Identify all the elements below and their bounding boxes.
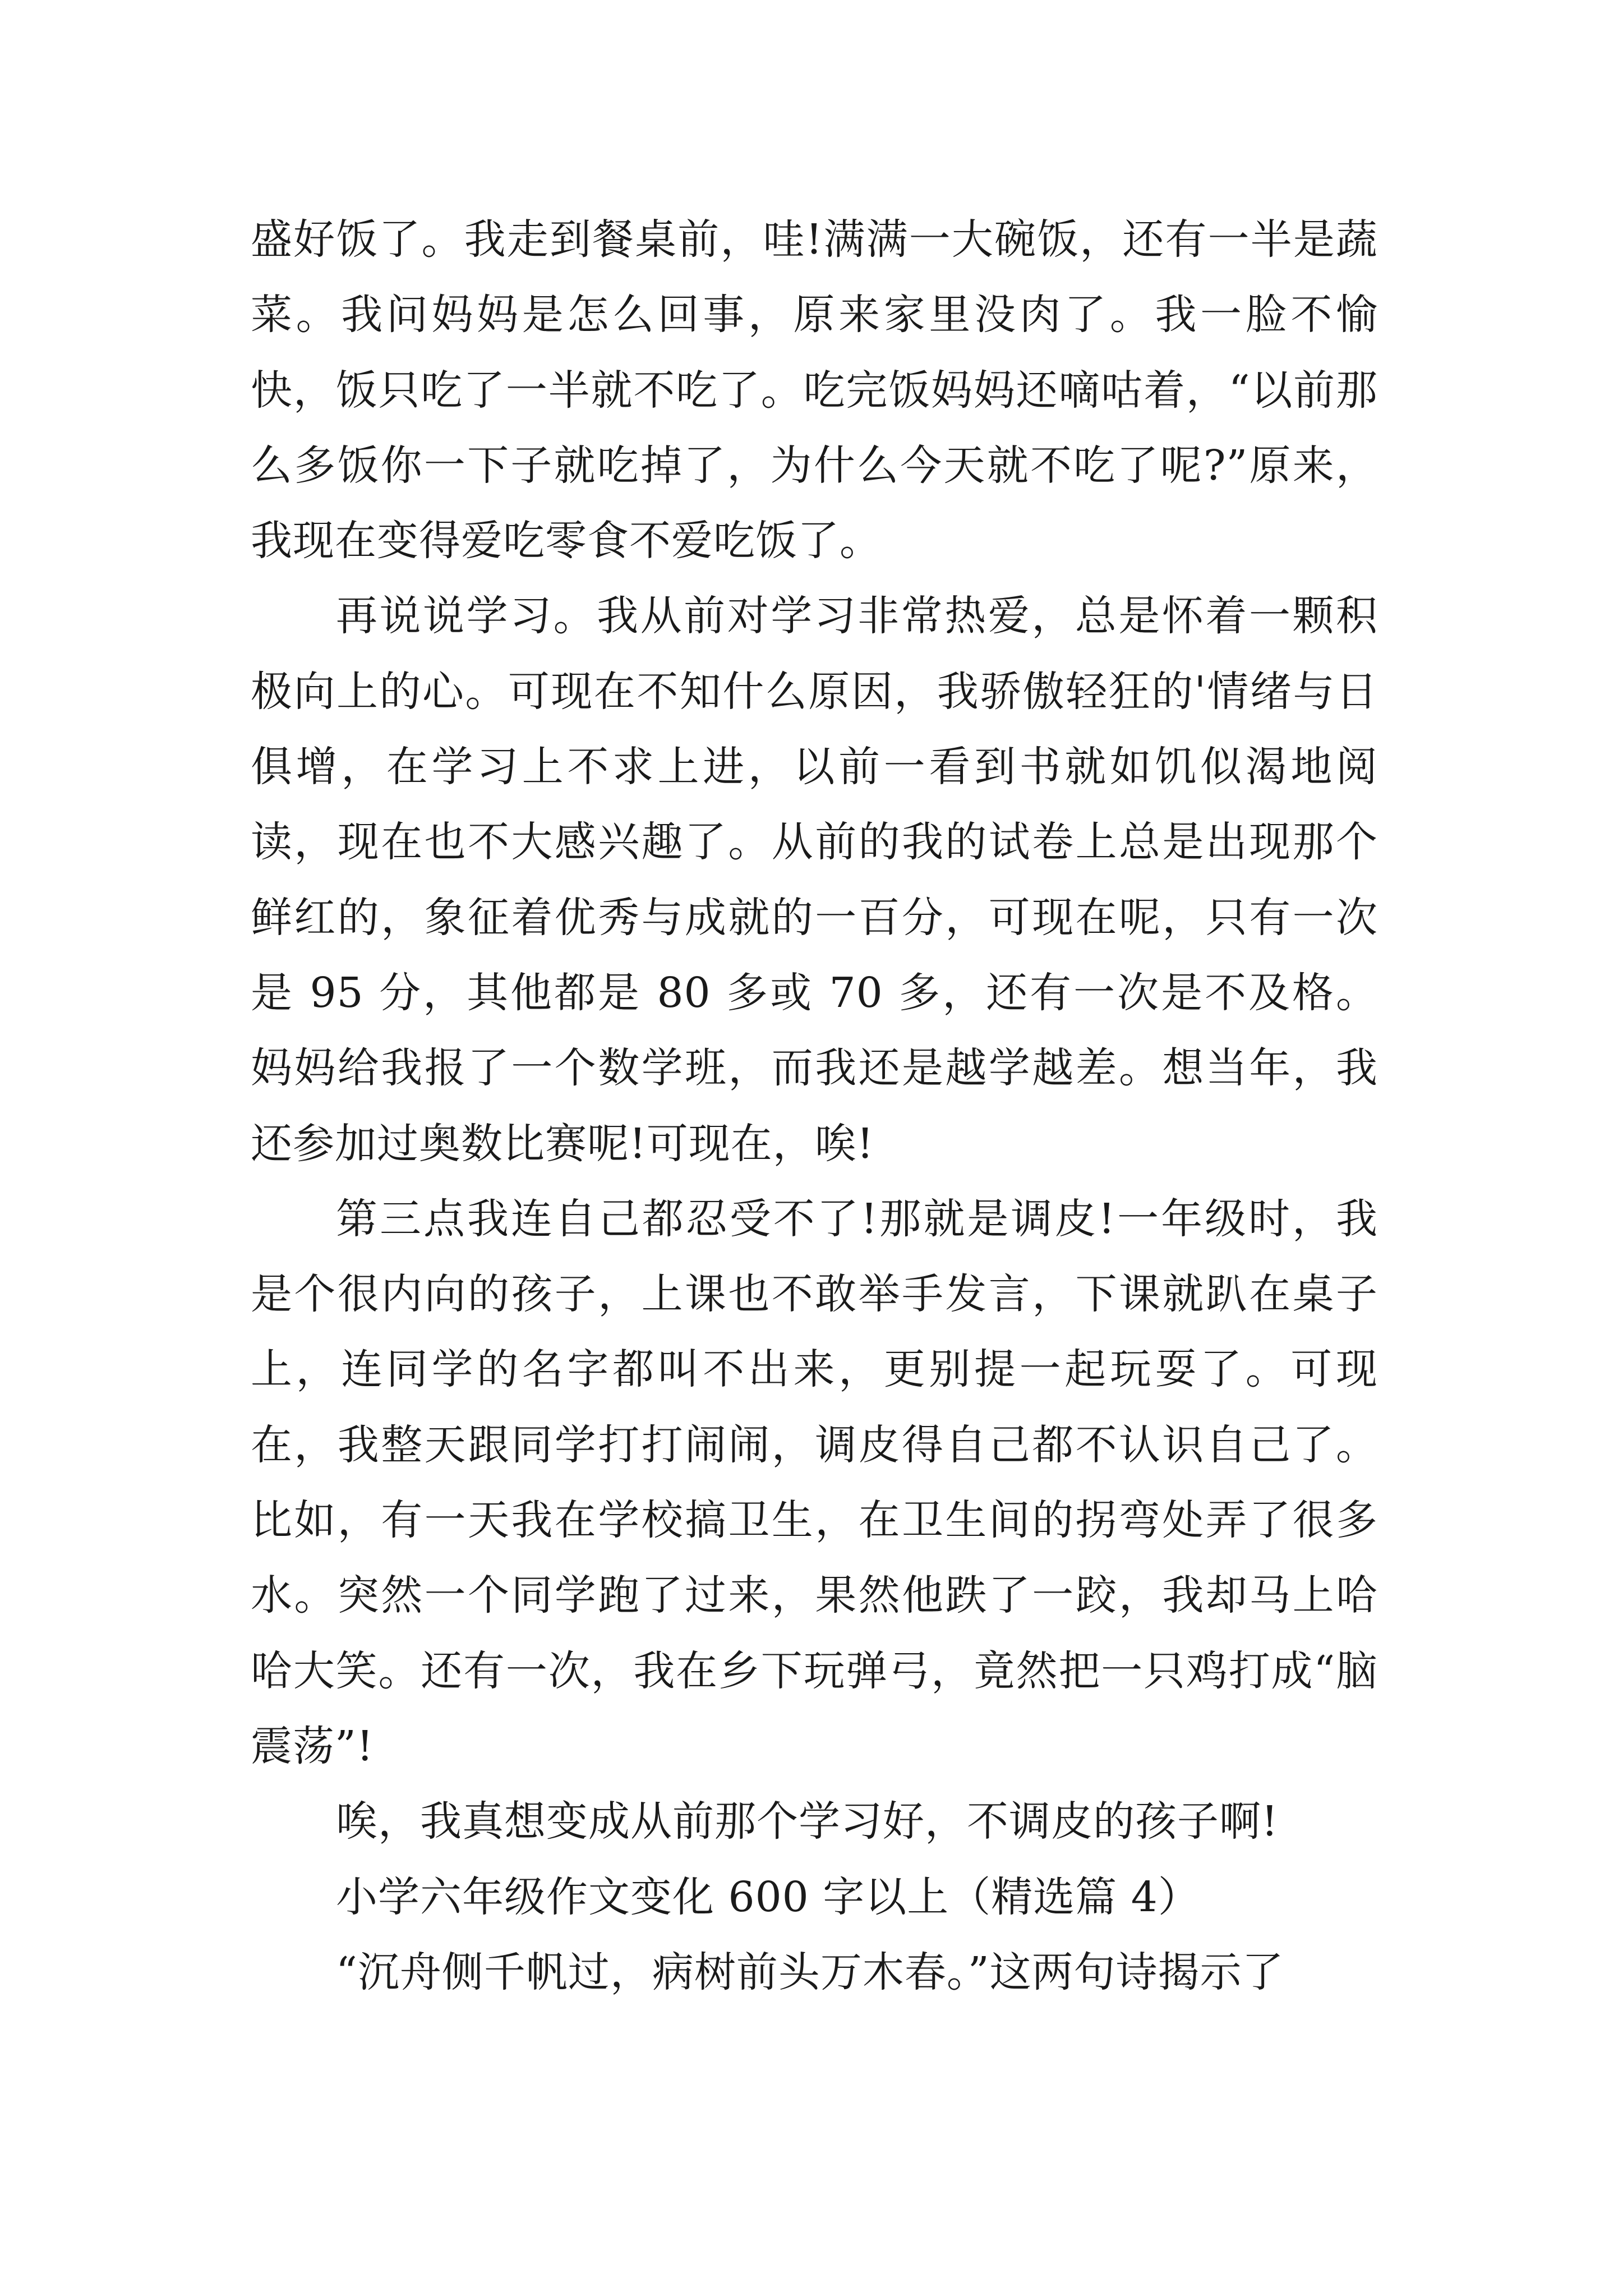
paragraph-3: 第三点我连自己都忍受不了!那就是调皮!一年级时，我是个很内向的孩子，上课也不敢举手发言，下课就趴在桌子上，连同学的名字都叫不出来，更别提一起玩耍了。可现在，我整天跟同学打打闹闹，调皮得自己都不认识自己了。比如，有一天我在学校搞卫生，在卫生间的拐弯处弄了很多水。突然一个同学跑了过来，果然他跌了一跤，我却马上哈哈大笑。还有一次，我在乡下玩弹弓，竟然把一只鸡打成“脑震荡”! [251,1194,1378,1770]
paragraph-5: “沉舟侧千帆过，病树前头万木春。”这两句诗揭示了 [336,1948,1284,1996]
essay-body [251,202,1378,2010]
paragraph-4: 唉，我真想变成从前那个学习好，不调皮的孩子啊! [336,1797,1279,1846]
paragraph-2: 再说说学习。我从前对学习非常热爱，总是怀着一颗积极向上的心。可现在不知什么原因，我骄傲轻狂的'情绪与日俱增，在学习上不求上进，以前一看到书就如饥似渴地阅读，现在也不大感兴趣了。从前的我的试卷上总是出现那个鲜红的，象征着优秀与成就的一百分，可现在呢，只有一次是 95 分，其他都是 80 多或 70 多，还有一次是不及格。妈妈给我报了一个数学班，而我还是越学越差。想当年，我还参加过奥数比赛呢!可现在，唉! [251,592,1378,1168]
paragraph-1: 盛好饭了。我走到餐桌前，哇!满满一大碗饭，还有一半是蔬菜。我问妈妈是怎么回事，原来家里没肉了。我一脸不愉快，饭只吃了一半就不吃了。吃完饭妈妈还嘀咕着，“以前那么多饭你一下子就吃掉了，为什么今天就不吃了呢?”原来，我现在变得爱吃零食不爱吃饭了。 [251,215,1378,565]
section-heading: 小学六年级作文变化 600 字以上（精选篇 4） [336,1872,1200,1921]
